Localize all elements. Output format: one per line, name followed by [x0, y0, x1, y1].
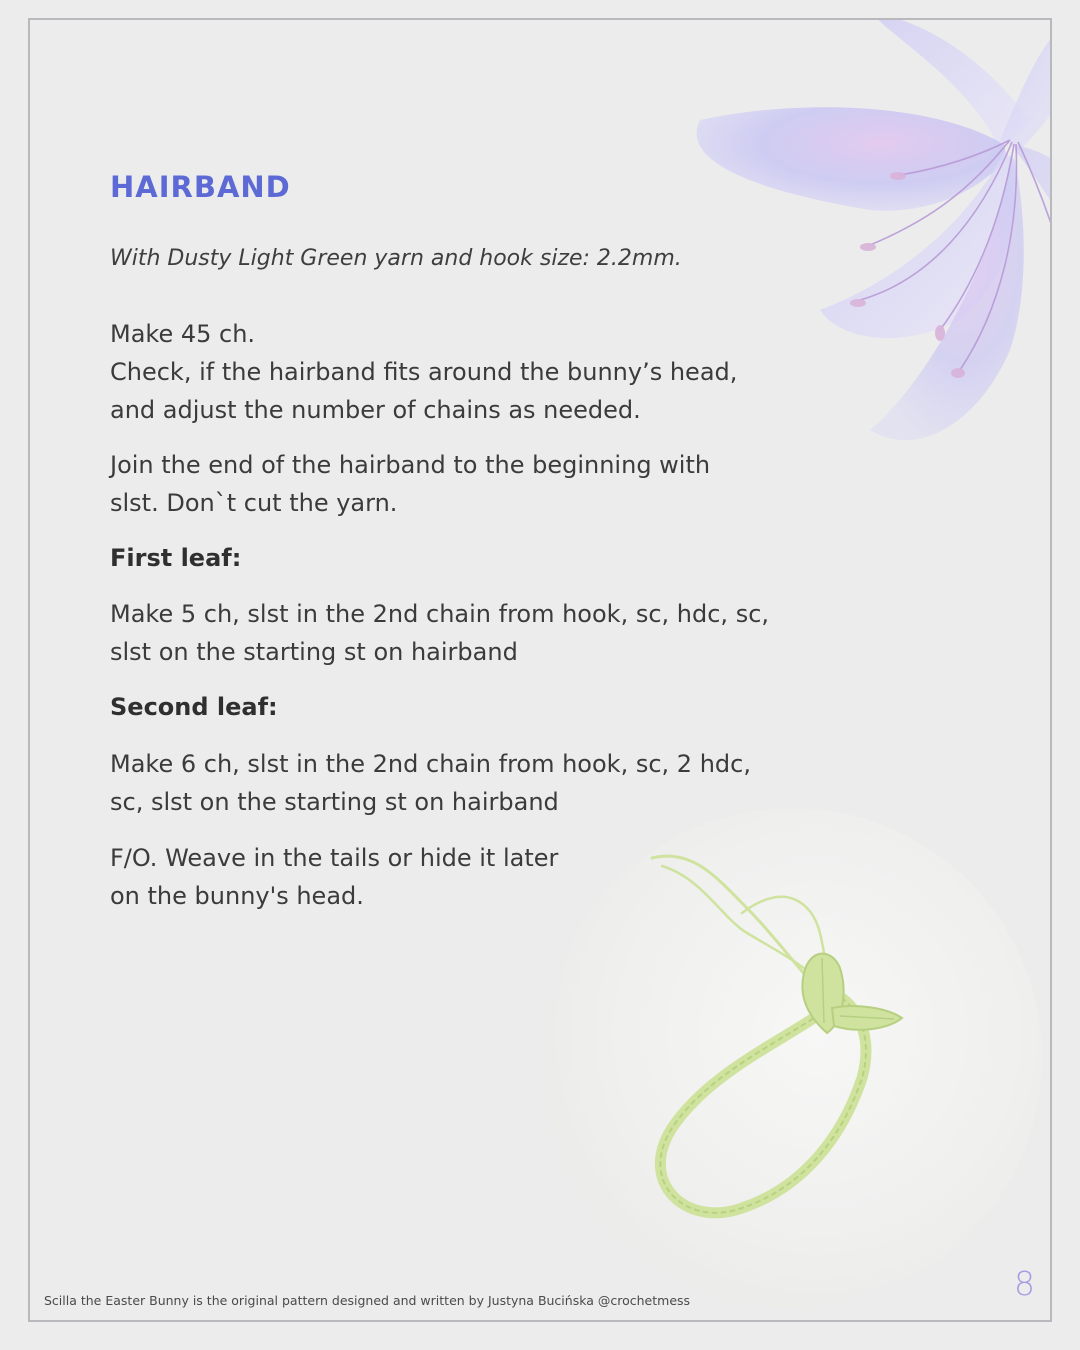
join-line: Join the end of the hairband to the beginning with [110, 451, 711, 479]
second-leaf-heading: Second leaf: [110, 693, 278, 721]
join-line: slst. Don`t cut the yarn. [110, 488, 398, 517]
finishing-instruction [110, 840, 558, 915]
crocheted-hairband-photo [542, 808, 1042, 1308]
check-fit-instruction [110, 354, 737, 429]
page-number: 8 [1014, 1264, 1035, 1303]
finishing-line: on the bunny's head. [110, 881, 364, 910]
first-leaf-line: Make 5 ch, slst in the 2nd chain from hook, sc, hdc, sc, [110, 600, 770, 628]
intro-note: With Dusty Light Green yarn and hook size: 2.2mm. [110, 246, 682, 271]
check-fit-line: and adjust the number of chains as needed. [110, 395, 641, 424]
make-chain-instruction: Make 45 ch. [110, 320, 256, 348]
hairband-illustration [542, 808, 1042, 1308]
page-frame [28, 18, 1052, 1322]
first-leaf-instruction [110, 596, 769, 671]
page-title: HAIRBAND [110, 170, 291, 204]
check-fit-line: Check, if the hairband fits around the bunny’s head, [110, 358, 738, 386]
second-leaf-line: Make 6 ch, slst in the 2nd chain from hook, sc, 2 hdc, [110, 750, 751, 778]
footer-credit: Scilla the Easter Bunny is the original pattern designed and written by Justyna Bucińska @crochetmess [44, 1293, 691, 1308]
finishing-line: F/O. Weave in the tails or hide it later [110, 844, 559, 872]
second-leaf-line: sc, slst on the starting st on hairband [110, 787, 559, 816]
join-instruction [110, 447, 710, 522]
first-leaf-heading: First leaf: [110, 544, 242, 572]
first-leaf-line: slst on the starting st on hairband [110, 637, 518, 666]
